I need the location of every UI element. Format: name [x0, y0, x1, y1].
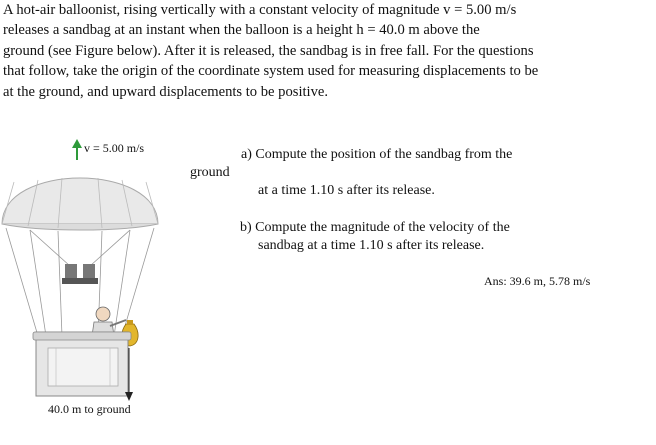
burner-icon	[62, 264, 98, 284]
intro-line-4: that follow, take the origin of the coordinate system used for measuring displacements to be	[3, 63, 539, 80]
question-b-line-2: sandbag at a time 1.10 s after its release.	[258, 238, 485, 253]
balloon-envelope-icon	[2, 178, 158, 230]
intro-line-2: releases a sandbag at an instant when the balloon is a height h = 40.0 m above the	[3, 22, 480, 39]
basket-icon	[33, 332, 131, 396]
intro-line-1: A hot-air balloonist, rising vertically with a constant velocity of magnitude v = 5.00 m/s	[3, 2, 517, 18]
balloon-illustration	[0, 136, 185, 436]
velocity-arrow	[72, 139, 82, 160]
height-label: 40.0 m to ground	[48, 402, 131, 416]
velocity-label: v = 5.00 m/s	[84, 141, 145, 155]
question-a-line-1: a) Compute the position of the sandbag from the	[241, 147, 513, 162]
question-a-word: ground	[190, 165, 230, 180]
question-a-line-2: at a time 1.10 s after its release.	[258, 183, 435, 198]
answer-text: Ans: 39.6 m, 5.78 m/s	[484, 274, 591, 288]
intro-line-5: at the ground, and upward displacements to be positive.	[3, 83, 329, 100]
problem-statement	[3, 0, 643, 102]
question-b-line-1: b) Compute the magnitude of the velocity of the	[240, 220, 510, 235]
balloon-figure	[0, 136, 185, 436]
intro-line-3: ground (see Figure below). After it is released, the sandbag is in free fall. For the questions	[3, 42, 534, 59]
